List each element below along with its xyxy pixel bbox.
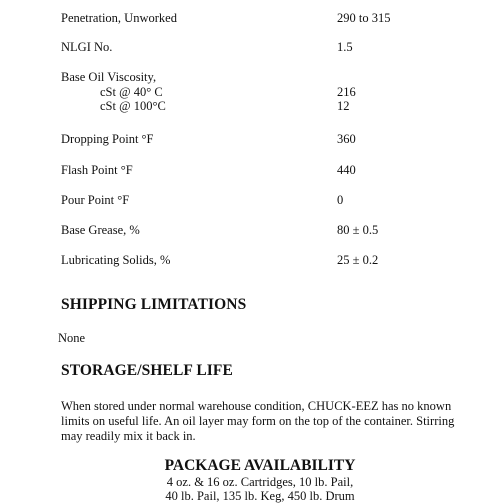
storage-text-line: When stored under normal warehouse condition, CHUCK-EEZ has no known — [61, 399, 452, 413]
property-value-nlgi: 1.5 — [337, 40, 353, 54]
property-value-dropping-point: 360 — [337, 132, 356, 146]
storage-text-line: limits on useful life. An oil layer may form on the top of the container. Stirring — [61, 414, 455, 428]
property-label-lubricating-solids: Lubricating Solids, % — [61, 253, 171, 267]
property-value-pour-point: 0 — [337, 193, 344, 207]
property-label-pour-point: Pour Point °F — [61, 193, 130, 207]
shipping-limitations-heading: SHIPPING LIMITATIONS — [61, 296, 247, 313]
package-availability-heading: PACKAGE AVAILABILITY — [164, 457, 356, 474]
property-label-base-oil-viscosity: Base Oil Viscosity, — [61, 70, 157, 84]
property-label-base-grease: Base Grease, % — [61, 223, 140, 237]
property-label-penetration: Penetration, Unworked — [61, 11, 177, 25]
property-value-penetration: 290 to 315 — [337, 11, 391, 25]
property-label-dropping-point: Dropping Point °F — [61, 132, 154, 146]
package-line: 4 oz. & 16 oz. Cartridges, 10 lb. Pail, — [166, 475, 354, 489]
storage-shelf-life-heading: STORAGE/SHELF LIFE — [61, 362, 233, 379]
property-value-cst-40: 216 — [337, 85, 356, 99]
property-value-cst-100: 12 — [337, 99, 350, 113]
property-value-lubricating-solids: 25 ± 0.2 — [337, 253, 379, 267]
property-value-base-grease: 80 ± 0.5 — [337, 223, 379, 237]
storage-text-line: may readily mix it back in. — [61, 429, 196, 443]
property-label-flash-point: Flash Point °F — [61, 163, 133, 177]
property-label-cst-100: cSt @ 100°C — [100, 99, 166, 113]
property-label-nlgi: NLGI No. — [61, 40, 113, 54]
property-label-cst-40: cSt @ 40° C — [100, 85, 163, 99]
package-line: 40 lb. Pail, 135 lb. Keg, 450 lb. Drum — [165, 489, 355, 503]
shipping-limitations-text: None — [58, 331, 86, 345]
property-value-flash-point: 440 — [337, 163, 356, 177]
